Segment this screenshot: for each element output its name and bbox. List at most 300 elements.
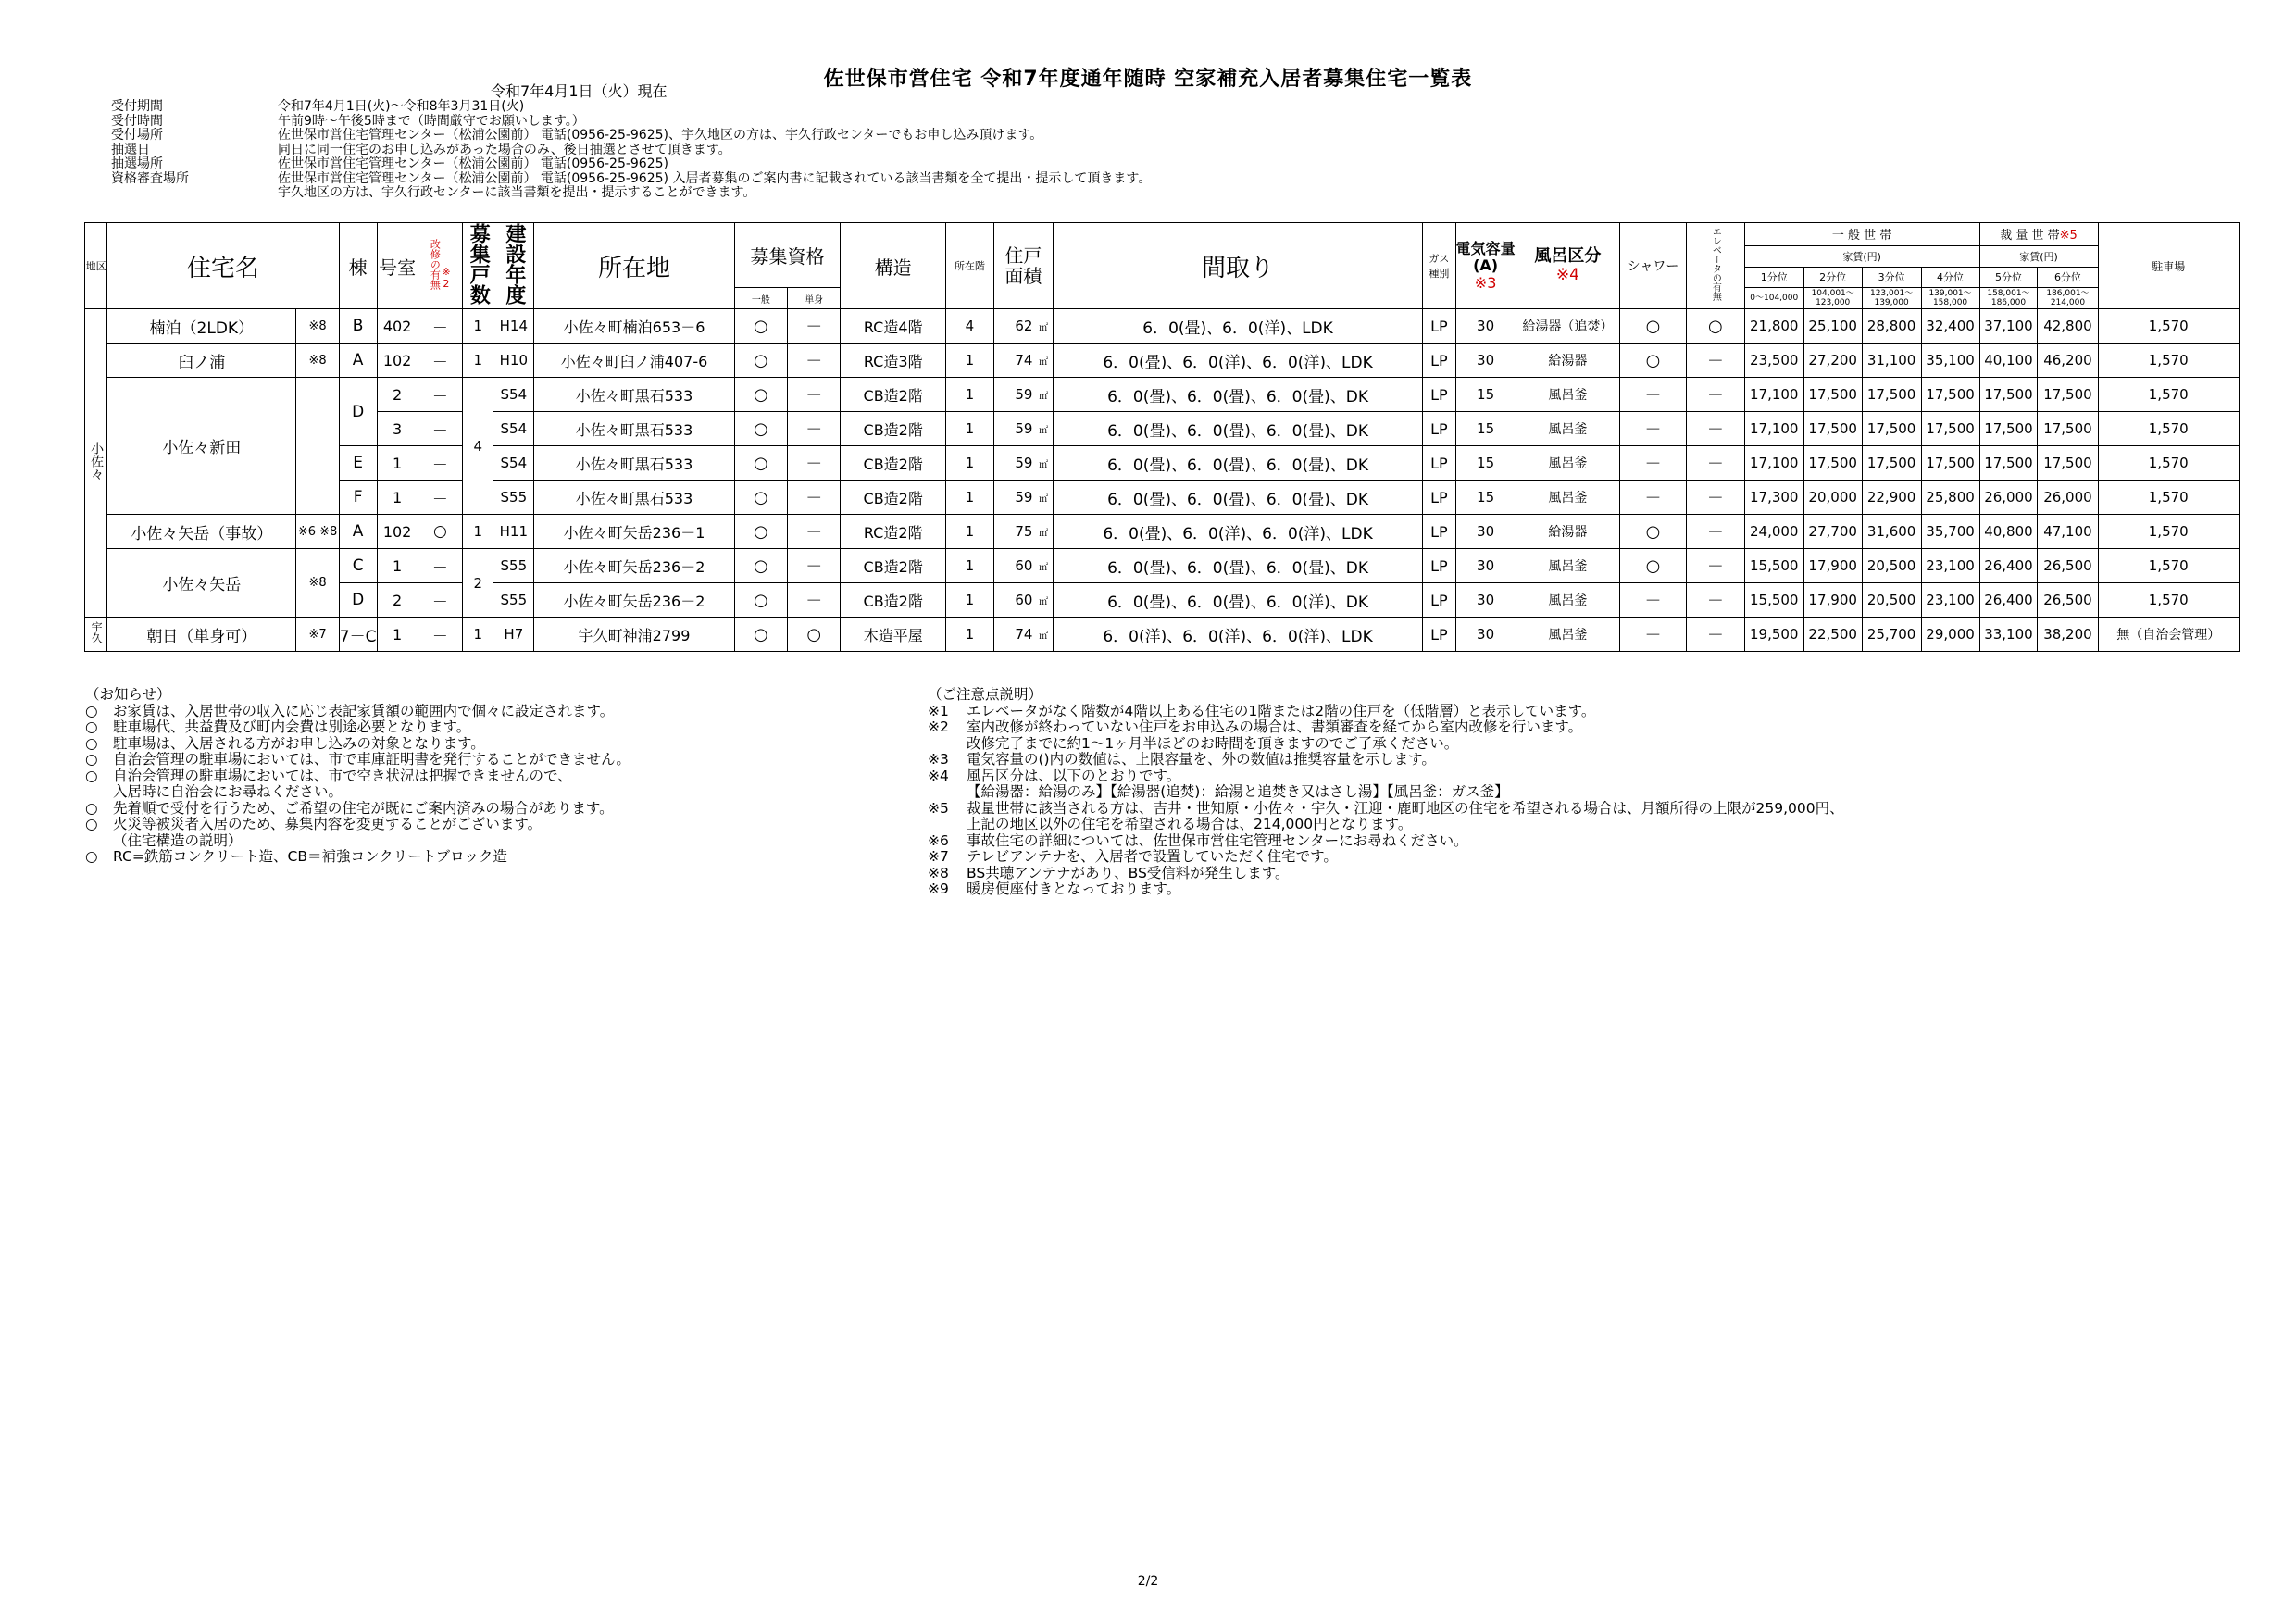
housing-note: ※8: [296, 549, 339, 618]
notice-item: [85, 833, 630, 850]
rent-cell-2: 17,900: [1803, 583, 1862, 618]
parking-cell: 1,570: [2098, 378, 2240, 412]
rent-cell-2: 22,500: [1803, 618, 1862, 652]
structure-cell: CB造2階: [841, 583, 946, 618]
area-unit: ㎡: [1034, 378, 1053, 412]
housing-note: [296, 378, 339, 515]
floor-cell: 1: [946, 549, 994, 583]
rent-cell-1: 21,800: [1744, 309, 1803, 344]
building-cell: A: [339, 344, 377, 378]
housing-note: ※8: [296, 309, 339, 344]
notice-mark: ○: [85, 767, 98, 784]
notice-text: 裁量世帯に該当される方は、吉井・世知原・小佐々・宇久・江迎・鹿町地区の住宅を希望される場合は、月額所得の上限が259,000円、: [967, 799, 1844, 817]
address-cell: 宇久町神浦2799: [534, 618, 734, 652]
rent-cell-4: 17,500: [1921, 446, 1979, 481]
rent-cell-3: 17,500: [1862, 412, 1921, 446]
area-unit: ㎡: [1034, 583, 1053, 618]
info-row: 受付時間 午前9時～午後5時まで（時間厳守でお願いします。）: [111, 113, 585, 129]
gas-cell: LP: [1423, 549, 1455, 583]
parking-cell: 1,570: [2098, 309, 2240, 344]
renovation-cell: －: [418, 549, 463, 583]
room-cell: 2: [377, 378, 418, 412]
layout-cell: 6．0(畳)、6．0(畳)、6．0(畳)、DK: [1053, 549, 1422, 583]
address-cell: 小佐々町黒石533: [534, 446, 734, 481]
notice-item: [928, 833, 1844, 850]
room-cell: 3: [377, 412, 418, 446]
qual-single: 単身: [788, 288, 841, 309]
notice-text: （お知らせ）: [85, 686, 171, 703]
building-cell: D: [339, 378, 377, 446]
rent-cell-5: 40,100: [1979, 344, 2038, 378]
rent-cell-2: 17,900: [1803, 549, 1862, 583]
income-3: 123,001～139,000: [1862, 288, 1921, 309]
floor-cell: 1: [946, 481, 994, 515]
address-cell: 小佐々町楠泊653－6: [534, 309, 734, 344]
structure-cell: RC造2階: [841, 515, 946, 549]
notice-text: 先着順で受付を行うため、ご希望の住宅が既にご案内済みの場合があります。: [113, 799, 614, 817]
notice-item: [85, 752, 630, 768]
rent-cell-3: 28,800: [1862, 309, 1921, 344]
structure-cell: 木造平屋: [841, 618, 946, 652]
elevator-cell: －: [1686, 344, 1744, 378]
info-extra: 宇久地区の方は、宇久行政センターに該当書類を提出・提示することができます。: [278, 185, 756, 200]
address-cell: 小佐々町矢岳236－1: [534, 515, 734, 549]
gas-cell: LP: [1423, 378, 1455, 412]
notice-text: （ご注意点説明）: [928, 686, 1043, 703]
layout-cell: 6．0(畳)、6．0(洋)、LDK: [1053, 309, 1422, 344]
info-row: 抽選場所 佐世保市営住宅管理センター（松浦公園前） 電話(0956-25-9625): [111, 156, 668, 171]
notice-text: 改修完了までに約1～1ヶ月半ほどのお時間を頂きますのでご了承ください。: [967, 734, 1459, 752]
area-cell: 59: [993, 412, 1034, 446]
building-cell: F: [339, 481, 377, 515]
notice-item: [928, 881, 1844, 898]
notice-mark: ※4: [928, 767, 949, 784]
area-unit: ㎡: [1034, 618, 1053, 652]
room-cell: 2: [377, 583, 418, 618]
notice-item: [85, 784, 630, 801]
address-cell: 小佐々町矢岳236－2: [534, 549, 734, 583]
elevator-cell: －: [1686, 378, 1744, 412]
units-cell: 1: [463, 309, 493, 344]
layout-cell: 6．0(洋)、6．0(洋)、6．0(洋)、LDK: [1053, 618, 1422, 652]
bath-cell: 風呂釜: [1516, 378, 1620, 412]
structure-cell: CB造2階: [841, 549, 946, 583]
building-cell: A: [339, 515, 377, 549]
notice-mark: ※7: [928, 848, 949, 865]
rent-cell-2: 17,500: [1803, 446, 1862, 481]
notice-item: [85, 719, 630, 736]
elevator-cell: －: [1686, 481, 1744, 515]
electric-cell: 30: [1455, 549, 1516, 583]
info-row: 受付場所 佐世保市営住宅管理センター（松浦公園前） 電話(0956-25-9625)、宇久地区の方は、宇久行政センターでもお申し込み頂けます。: [111, 128, 1043, 143]
rent-cell-6: 17,500: [2038, 412, 2098, 446]
rent-cell-5: 26,400: [1979, 583, 2038, 618]
col-building: 棟: [339, 223, 377, 309]
rent-cell-2: 17,500: [1803, 412, 1862, 446]
rent-cell-4: 23,100: [1921, 549, 1979, 583]
area-cell: 62: [993, 309, 1034, 344]
notice-item: [85, 801, 630, 818]
rent-cell-6: 46,200: [2038, 344, 2098, 378]
table-row: [85, 618, 2240, 652]
area-cell: 74: [993, 618, 1034, 652]
rent-cell-1: 15,500: [1744, 583, 1803, 618]
rent-cell-4: 25,800: [1921, 481, 1979, 515]
income-6: 186,001～214,000: [2038, 288, 2098, 309]
rank-3: 3分位: [1862, 267, 1921, 288]
building-cell: B: [339, 309, 377, 344]
shower-cell: －: [1620, 481, 1687, 515]
notice-mark: ※8: [928, 864, 949, 881]
table-row: [85, 583, 2240, 618]
qual-general-cell: ○: [734, 549, 787, 583]
rent-cell-3: 31,600: [1862, 515, 1921, 549]
rent-cell-3: 17,500: [1862, 446, 1921, 481]
layout-cell: 6．0(畳)、6．0(洋)、6．0(洋)、LDK: [1053, 344, 1422, 378]
notice-mark: ※6: [928, 831, 949, 849]
electric-cell: 30: [1455, 583, 1516, 618]
structure-cell: CB造2階: [841, 412, 946, 446]
rent-cell-5: 26,400: [1979, 549, 2038, 583]
qual-general-cell: ○: [734, 515, 787, 549]
bath-cell: 給湯器: [1516, 515, 1620, 549]
col-bath: 風呂区分 ※4: [1516, 223, 1620, 309]
col-layout: 間取り: [1053, 223, 1422, 309]
renovation-cell: －: [418, 344, 463, 378]
shower-cell: －: [1620, 618, 1687, 652]
rent-cell-1: 17,100: [1744, 446, 1803, 481]
area-unit: ㎡: [1034, 515, 1053, 549]
rent-label-discretion: 家賃(円): [1979, 245, 2098, 267]
col-floor: 所在階: [946, 223, 994, 309]
rent-cell-6: 47,100: [2038, 515, 2098, 549]
qual-single-cell: －: [788, 309, 841, 344]
shower-cell: ○: [1620, 515, 1687, 549]
year-cell: S55: [493, 481, 534, 515]
shower-cell: －: [1620, 378, 1687, 412]
notice-text: 駐車場代、共益費及び町内会費は別途必要となります。: [113, 718, 471, 735]
qual-general-cell: ○: [734, 446, 787, 481]
layout-cell: 6．0(畳)、6．0(畳)、6．0(畳)、DK: [1053, 412, 1422, 446]
col-structure: 構造: [841, 223, 946, 309]
notice-item: [85, 849, 630, 866]
area-unit: ㎡: [1034, 549, 1053, 583]
shower-cell: －: [1620, 412, 1687, 446]
gas-cell: LP: [1423, 309, 1455, 344]
notice-mark: ※3: [928, 751, 949, 768]
housing-name: 臼ノ浦: [107, 344, 296, 378]
housing-name: 楠泊（2LDK）: [107, 309, 296, 344]
table-row: [85, 549, 2240, 583]
notice-mark: ○: [85, 848, 98, 865]
electric-cell: 30: [1455, 618, 1516, 652]
housing-name: 小佐々矢岳（事故）: [107, 515, 296, 549]
area-cell: 75: [993, 515, 1034, 549]
col-year: 建設年度: [493, 223, 534, 309]
qual-single-cell: －: [788, 549, 841, 583]
elevator-cell: －: [1686, 446, 1744, 481]
rent-cell-6: 17,500: [2038, 378, 2098, 412]
rank-5: 5分位: [1979, 267, 2038, 288]
notice-text: 火災等被災者入居のため、募集内容を変更することがございます。: [113, 816, 543, 832]
notice-text: 室内改修が終わっていない住戸をお申込みの場合は、書類審査を経てから室内改修を行います。: [967, 718, 1583, 735]
floor-cell: 1: [946, 618, 994, 652]
district-cell: 宇久: [85, 618, 107, 652]
col-discretion-household: 裁 量 世 帯※5: [1979, 223, 2098, 246]
notice-mark: ○: [85, 718, 98, 735]
parking-cell: 1,570: [2098, 446, 2240, 481]
notice-item: [85, 736, 630, 753]
notice-text: BS共聴アンテナがあり、BS受信料が発生します。: [967, 864, 1290, 881]
year-cell: S54: [493, 446, 534, 481]
rent-cell-6: 17,500: [2038, 446, 2098, 481]
room-cell: 1: [377, 618, 418, 652]
rent-cell-2: 20,000: [1803, 481, 1862, 515]
notice-item: [928, 817, 1844, 833]
page-number: 2/2: [1137, 1574, 1159, 1589]
electric-cell: 30: [1455, 515, 1516, 549]
rank-4: 4分位: [1921, 267, 1979, 288]
area-unit: ㎡: [1034, 309, 1053, 344]
layout-cell: 6．0(畳)、6．0(畳)、6．0(畳)、DK: [1053, 481, 1422, 515]
notices-left: [85, 687, 630, 866]
qual-single-cell: －: [788, 344, 841, 378]
room-cell: 1: [377, 446, 418, 481]
qual-general-cell: ○: [734, 309, 787, 344]
layout-cell: 6．0(畳)、6．0(洋)、6．0(洋)、LDK: [1053, 515, 1422, 549]
rent-cell-5: 40,800: [1979, 515, 2038, 549]
building-cell: 7－C: [339, 618, 377, 652]
notice-text: お家賃は、入居世帯の収入に応じ表記家賃額の範囲内で個々に設定されます。: [113, 702, 615, 719]
notice-mark: ○: [85, 799, 98, 817]
address-cell: 小佐々町黒石533: [534, 412, 734, 446]
rent-cell-5: 26,000: [1979, 481, 2038, 515]
notice-text: 入居時に自治会にお尋ねください。: [113, 783, 343, 800]
floor-cell: 1: [946, 378, 994, 412]
parking-cell: 1,570: [2098, 344, 2240, 378]
floor-cell: 1: [946, 446, 994, 481]
address-cell: 小佐々町臼ノ浦407-6: [534, 344, 734, 378]
gas-cell: LP: [1423, 583, 1455, 618]
col-housing-name: 住宅名: [107, 223, 339, 309]
year-cell: H7: [493, 618, 534, 652]
qual-single-cell: ○: [788, 618, 841, 652]
notice-item: [85, 687, 630, 704]
rent-cell-1: 24,000: [1744, 515, 1803, 549]
info-row: 抽選日 同日に同一住宅のお申し込みがあった場合のみ、後日抽選とさせて頂きます。: [111, 142, 731, 157]
rent-cell-5: 17,500: [1979, 412, 2038, 446]
notice-mark: ○: [85, 734, 98, 752]
application-info: [111, 100, 1151, 201]
rent-cell-3: 25,700: [1862, 618, 1921, 652]
table-row: [85, 515, 2240, 549]
rent-cell-4: 29,000: [1921, 618, 1979, 652]
rent-cell-3: 20,500: [1862, 583, 1921, 618]
area-unit: ㎡: [1034, 481, 1053, 515]
col-parking: 駐車場: [2098, 223, 2240, 309]
housing-name: 朝日（単身可）: [107, 618, 296, 652]
qual-single-cell: －: [788, 481, 841, 515]
renovation-cell: －: [418, 378, 463, 412]
structure-cell: RC造4階: [841, 309, 946, 344]
units-cell: 2: [463, 549, 493, 618]
structure-cell: CB造2階: [841, 446, 946, 481]
col-elevator: エレベータの有無: [1686, 223, 1744, 309]
qual-single-cell: －: [788, 378, 841, 412]
rent-label-general: 家賃(円): [1744, 245, 1979, 267]
rent-cell-4: 23,100: [1921, 583, 1979, 618]
rank-2: 2分位: [1803, 267, 1862, 288]
income-1: 0～104,000: [1744, 288, 1803, 309]
electric-cell: 30: [1455, 344, 1516, 378]
elevator-cell: －: [1686, 515, 1744, 549]
col-electric: 電気容量(A) ※3: [1455, 223, 1516, 309]
parking-cell: 1,570: [2098, 412, 2240, 446]
qual-general-cell: ○: [734, 583, 787, 618]
room-cell: 402: [377, 309, 418, 344]
elevator-cell: －: [1686, 412, 1744, 446]
electric-cell: 15: [1455, 481, 1516, 515]
rent-cell-6: 26,500: [2038, 549, 2098, 583]
floor-cell: 1: [946, 344, 994, 378]
layout-cell: 6．0(畳)、6．0(畳)、6．0(洋)、DK: [1053, 583, 1422, 618]
notice-text: 自治会管理の駐車場においては、市で車庫証明書を発行することができません。: [113, 751, 630, 768]
units-cell: 4: [463, 378, 493, 515]
rent-cell-5: 17,500: [1979, 446, 2038, 481]
qual-single-cell: －: [788, 515, 841, 549]
qual-general-cell: ○: [734, 412, 787, 446]
notice-text: 駐車場は、入居される方がお申し込みの対象となります。: [113, 734, 485, 752]
year-cell: S55: [493, 583, 534, 618]
notice-text: 暖房便座付きとなっております。: [967, 881, 1181, 897]
rent-cell-1: 15,500: [1744, 549, 1803, 583]
parking-cell: 無（自治会管理）: [2098, 618, 2240, 652]
bath-cell: 風呂釜: [1516, 412, 1620, 446]
col-gas: ガス種別: [1423, 223, 1455, 309]
notice-mark: ※5: [928, 799, 949, 817]
rent-cell-2: 27,200: [1803, 344, 1862, 378]
col-shower: シャワー: [1620, 223, 1687, 309]
renovation-cell: －: [418, 412, 463, 446]
building-cell: C: [339, 549, 377, 583]
table-row: [85, 412, 2240, 446]
rent-cell-6: 26,000: [2038, 481, 2098, 515]
bath-cell: 給湯器（追焚）: [1516, 309, 1620, 344]
building-cell: E: [339, 446, 377, 481]
notice-text: 【給湯器：給湯のみ】【給湯器(追焚)：給湯と追焚き又はさし湯】【風呂釜：ガス釜】: [967, 783, 1509, 800]
housing-name: 小佐々新田: [107, 378, 296, 515]
rent-cell-2: 25,100: [1803, 309, 1862, 344]
rank-1: 1分位: [1744, 267, 1803, 288]
shower-cell: －: [1620, 583, 1687, 618]
income-4: 139,001～158,000: [1921, 288, 1979, 309]
col-general-household: 一 般 世 帯: [1744, 223, 1979, 246]
elevator-cell: －: [1686, 549, 1744, 583]
qual-general-cell: ○: [734, 344, 787, 378]
year-cell: S55: [493, 549, 534, 583]
notices-right: [928, 687, 1844, 898]
notice-text: 上記の地区以外の住宅を希望される場合は、214,000円となります。: [967, 816, 1413, 832]
shower-cell: ○: [1620, 309, 1687, 344]
notice-text: RC=鉄筋コンクリート造、CB＝補強コンクリートブロック造: [113, 848, 507, 865]
qual-general-cell: ○: [734, 378, 787, 412]
notice-text: 風呂区分は、以下のとおりです。: [967, 767, 1181, 784]
renovation-cell: －: [418, 618, 463, 652]
notice-item: [928, 784, 1844, 801]
rent-cell-3: 20,500: [1862, 549, 1921, 583]
col-units: 募集戸数: [463, 223, 493, 309]
col-address: 所在地: [534, 223, 734, 309]
electric-cell: 15: [1455, 412, 1516, 446]
area-cell: 60: [993, 583, 1034, 618]
notice-mark: ※2: [928, 718, 949, 735]
gas-cell: LP: [1423, 515, 1455, 549]
rent-cell-2: 27,700: [1803, 515, 1862, 549]
notice-item: [928, 687, 1844, 704]
rent-cell-5: 17,500: [1979, 378, 2038, 412]
shower-cell: ○: [1620, 549, 1687, 583]
housing-note: ※7: [296, 618, 339, 652]
notice-text: （住宅構造の説明）: [113, 831, 243, 849]
rent-cell-1: 23,500: [1744, 344, 1803, 378]
year-cell: H14: [493, 309, 534, 344]
area-cell: 60: [993, 549, 1034, 583]
income-5: 158,001～186,000: [1979, 288, 2038, 309]
notice-item: [928, 866, 1844, 882]
floor-cell: 4: [946, 309, 994, 344]
notice-mark: ○: [85, 702, 98, 719]
parking-cell: 1,570: [2098, 515, 2240, 549]
electric-cell: 15: [1455, 446, 1516, 481]
elevator-cell: －: [1686, 618, 1744, 652]
table-row: [85, 344, 2240, 378]
rent-cell-4: 17,500: [1921, 412, 1979, 446]
notice-item: [928, 752, 1844, 768]
table-row: [85, 446, 2240, 481]
parking-cell: 1,570: [2098, 481, 2240, 515]
area-unit: ㎡: [1034, 344, 1053, 378]
rent-cell-1: 19,500: [1744, 618, 1803, 652]
col-renovation: 改修の有無※2: [418, 223, 463, 309]
renovation-cell: －: [418, 446, 463, 481]
rent-cell-5: 37,100: [1979, 309, 2038, 344]
gas-cell: LP: [1423, 344, 1455, 378]
col-area: 住戸面積: [993, 223, 1053, 309]
table-row: [85, 378, 2240, 412]
rent-cell-6: 38,200: [2038, 618, 2098, 652]
area-cell: 59: [993, 378, 1034, 412]
renovation-cell: －: [418, 583, 463, 618]
qual-general-cell: ○: [734, 481, 787, 515]
area-cell: 59: [993, 481, 1034, 515]
electric-cell: 30: [1455, 309, 1516, 344]
units-cell: 1: [463, 618, 493, 652]
notice-item: [928, 849, 1844, 866]
address-cell: 小佐々町矢岳236－2: [534, 583, 734, 618]
info-row: 受付期間 令和7年4月1日(火)～令和8年3月31日(火): [111, 99, 525, 114]
notice-item: [85, 768, 630, 785]
notice-mark: ※1: [928, 702, 949, 719]
notice-item: [928, 801, 1844, 818]
rent-cell-1: 17,100: [1744, 378, 1803, 412]
rent-cell-3: 31,100: [1862, 344, 1921, 378]
qual-general: 一般: [734, 288, 787, 309]
parking-cell: 1,570: [2098, 583, 2240, 618]
units-cell: 1: [463, 344, 493, 378]
rent-cell-6: 26,500: [2038, 583, 2098, 618]
rent-cell-5: 33,100: [1979, 618, 2038, 652]
qual-single-cell: －: [788, 446, 841, 481]
